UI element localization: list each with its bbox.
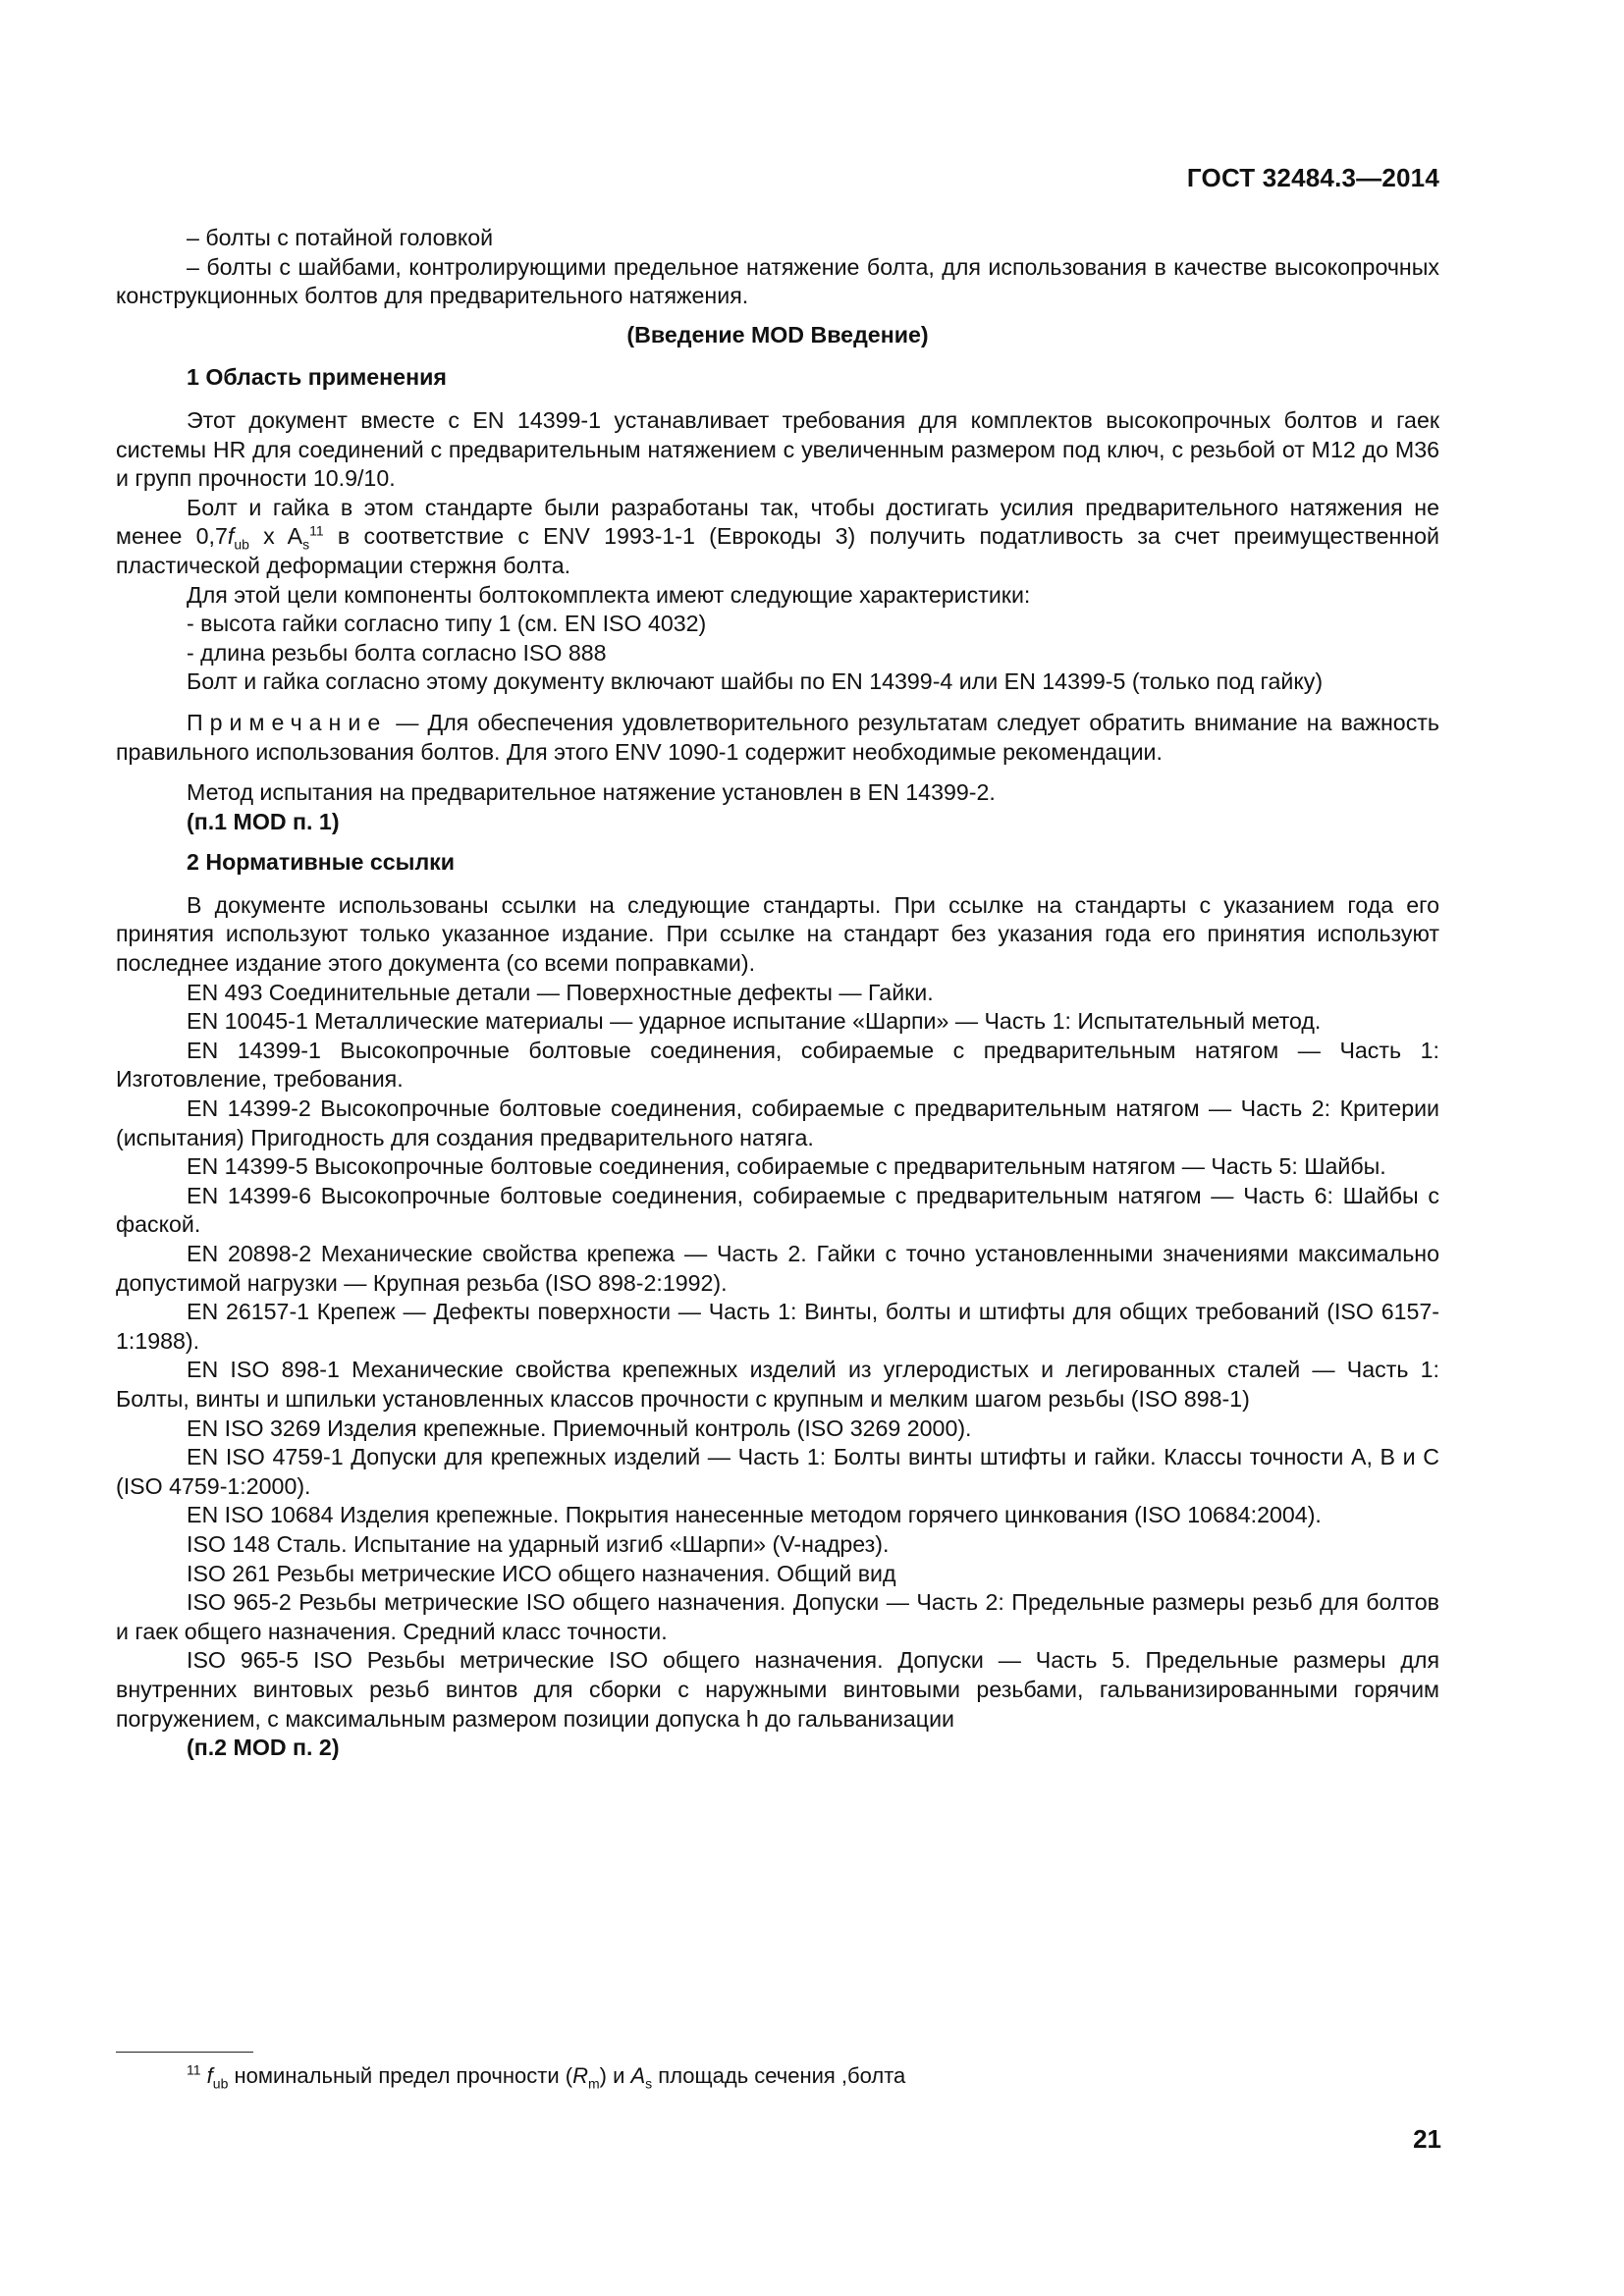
reference-item: EN ISO 3269 Изделия крепежные. Приемочный контроль (ISO 3269 2000). bbox=[187, 1415, 972, 1441]
text-run: номинальный предел прочности ( bbox=[228, 2063, 573, 2088]
text-run: x A bbox=[248, 523, 303, 550]
document-code-header: ГОСТ 32484.3—2014 bbox=[1186, 163, 1439, 192]
reference-item: EN ISO 4759-1 Допуски для крепежных изделий — Часть 1: Болты винты штифты и гайки. Классы точности А, В и С (ISO 4759-1:2000). bbox=[116, 1444, 1439, 1499]
section-1-mod-note: (п.1 MOD п. 1) bbox=[187, 808, 340, 834]
reference-item: ISO 965-5 ISO Резьбы метрические ISO общего назначения. Допуски — Часть 5. Предельные размеры для внутренних винтовых резьб винтов для сборки с наружными винтовыми резьбами, гальванизированными горячим погружением, с максимальным размером позиции допуска h до гальванизации bbox=[116, 1647, 1439, 1732]
intro-item-2: – болты с шайбами, контролирующими предельное натяжение болта, для использования в качестве высокопрочных конструкционных болтов для предварительного натяжения. bbox=[116, 253, 1439, 309]
symbol-a: A bbox=[630, 2063, 646, 2088]
symbol-r: R bbox=[572, 2063, 588, 2088]
subscript-s: s bbox=[645, 2075, 653, 2092]
reference-item: EN 10045-1 Металлические материалы — ударное испытание «Шарпи» — Часть 1: Испытательный метод. bbox=[187, 1008, 1322, 1035]
section-1-heading: 1 Область применения bbox=[187, 364, 447, 391]
reference-item: ISO 965-2 Резьбы метрические ISO общего назначения. Допуски — Часть 2: Предельные размеры резьб для болтов и гаек общего назначения. Средний класс точности. bbox=[116, 1589, 1439, 1644]
text-run: Болт и гайка в этом стандарте были разработаны так, чтобы достигать усилия предварительного натяжения не менее 0,7 bbox=[116, 494, 1439, 550]
reference-item: EN ISO 10684 Изделия крепежные. Покрытия нанесенные методом горячего цинкования (ISO 10684:2004). bbox=[187, 1502, 1322, 1528]
footnote-separator bbox=[116, 2052, 253, 2053]
document-body bbox=[116, 224, 1439, 1763]
subscript-ub: ub bbox=[234, 536, 249, 553]
reference-item: EN 14399-1 Высокопрочные болтовые соединения, собираемые с предварительным натягом — Часть 1: Изготовление, требования. bbox=[116, 1037, 1439, 1093]
section-1-paragraph-2 bbox=[116, 494, 1439, 581]
section-1-paragraph-1: Этот документ вместе с EN 14399-1 устанавливает требования для комплектов высокопрочных болтов и гаек системы HR для соединений с предварительным натяжением с увеличенным размером под ключ, с резьбой от М12 до М36 и групп прочности 10.9/10. bbox=[116, 406, 1439, 492]
footnote bbox=[187, 2061, 906, 2092]
section-1-note bbox=[116, 709, 1439, 767]
text-run: площадь сечения ,болта bbox=[652, 2063, 906, 2088]
section-1-list-item-1: - высота гайки согласно типу 1 (см. EN ISO 4032) bbox=[187, 611, 707, 637]
intro-mod-note: (Введение MOD Введение) bbox=[626, 321, 929, 347]
note-text: — Для обеспечения удовлетворительного результатам следует обратить внимание на важность правильного использования болтов. Для этого ENV 1090-1 содержит необходимые рекомендации. bbox=[116, 709, 1439, 765]
symbol-f: f bbox=[206, 2063, 213, 2088]
section-2-mod-note: (п.2 MOD п. 2) bbox=[187, 1735, 340, 1761]
normative-references-list bbox=[116, 979, 1439, 1734]
subscript-ub: ub bbox=[212, 2075, 229, 2092]
footnote-marker: 11 bbox=[187, 2061, 201, 2078]
reference-item: EN 14399-5 Высокопрочные болтовые соединения, собираемые с предварительным натягом — Часть 5: Шайбы. bbox=[187, 1153, 1386, 1180]
reference-item: EN 26157-1 Крепеж — Дефекты поверхности — Часть 1: Винты, болты и штифты для общих требований (ISO 6157-1:1988). bbox=[116, 1299, 1439, 1354]
subscript-s: s bbox=[302, 536, 310, 553]
note-label: Примечание bbox=[187, 709, 388, 735]
reference-item: EN 493 Соединительные детали — Поверхностные дефекты — Гайки. bbox=[187, 979, 934, 1005]
reference-item: EN 20898-2 Механические свойства крепежа — Часть 2. Гайки с точно установленными значениями максимально допустимой нагрузки — Крупная резьба (ISO 898-2:1992). bbox=[116, 1241, 1439, 1296]
reference-item: EN ISO 898-1 Механические свойства крепежных изделий из углеродистых и легированных сталей — Часть 1: Болты, винты и шпильки установленных классов прочности с крупным и мелким шагом резьбы (ISO 898-1) bbox=[116, 1357, 1439, 1412]
symbol-f: f bbox=[227, 523, 235, 550]
section-1-paragraph-3: Для этой цели компоненты болтокомплекта имеют следующие характеристики: bbox=[187, 581, 1031, 608]
section-1-paragraph-4: Болт и гайка согласно этому документу включают шайбы по EN 14399-4 или EN 14399-5 (только под гайку) bbox=[187, 668, 1324, 695]
subscript-m: m bbox=[587, 2075, 600, 2092]
reference-item: ISO 148 Сталь. Испытание на ударный изгиб «Шарпи» (V-надрез). bbox=[187, 1530, 890, 1557]
page-number: 21 bbox=[1413, 2124, 1441, 2154]
footnote-ref[interactable]: 11 bbox=[309, 522, 324, 539]
text-run: ) и bbox=[599, 2063, 631, 2088]
intro-item-1: – болты с потайной головкой bbox=[187, 225, 494, 250]
reference-item: ISO 261 Резьбы метрические ИСО общего назначения. Общий вид bbox=[187, 1560, 896, 1586]
section-1-list-item-2: - длина резьбы болта согласно ISO 888 bbox=[187, 639, 607, 666]
reference-item: EN 14399-6 Высокопрочные болтовые соединения, собираемые с предварительным натягом — Часть 6: Шайбы с фаской. bbox=[116, 1182, 1439, 1238]
section-2-intro: В документе использованы ссылки на следующие стандарты. При ссылке на стандарты с указанием года его принятия используют только указанное издание. При ссылке на стандарт без указания года его принятия используют последнее издание этого документа (со всеми поправками). bbox=[116, 891, 1439, 977]
text-run: в соответствие с ENV 1993-1-1 (Еврокоды 3) получить податливость за счет преимущественной пластической деформации стержня болта. bbox=[116, 523, 1439, 578]
section-1-paragraph-5: Метод испытания на предварительное натяжение установлен в EN 14399-2. bbox=[187, 779, 996, 806]
reference-item: EN 14399-2 Высокопрочные болтовые соединения, собираемые с предварительным натягом — Часть 2: Критерии (испытания) Пригодность для создания предварительного натяга. bbox=[116, 1095, 1439, 1150]
section-2-heading: 2 Нормативные ссылки bbox=[187, 849, 456, 876]
